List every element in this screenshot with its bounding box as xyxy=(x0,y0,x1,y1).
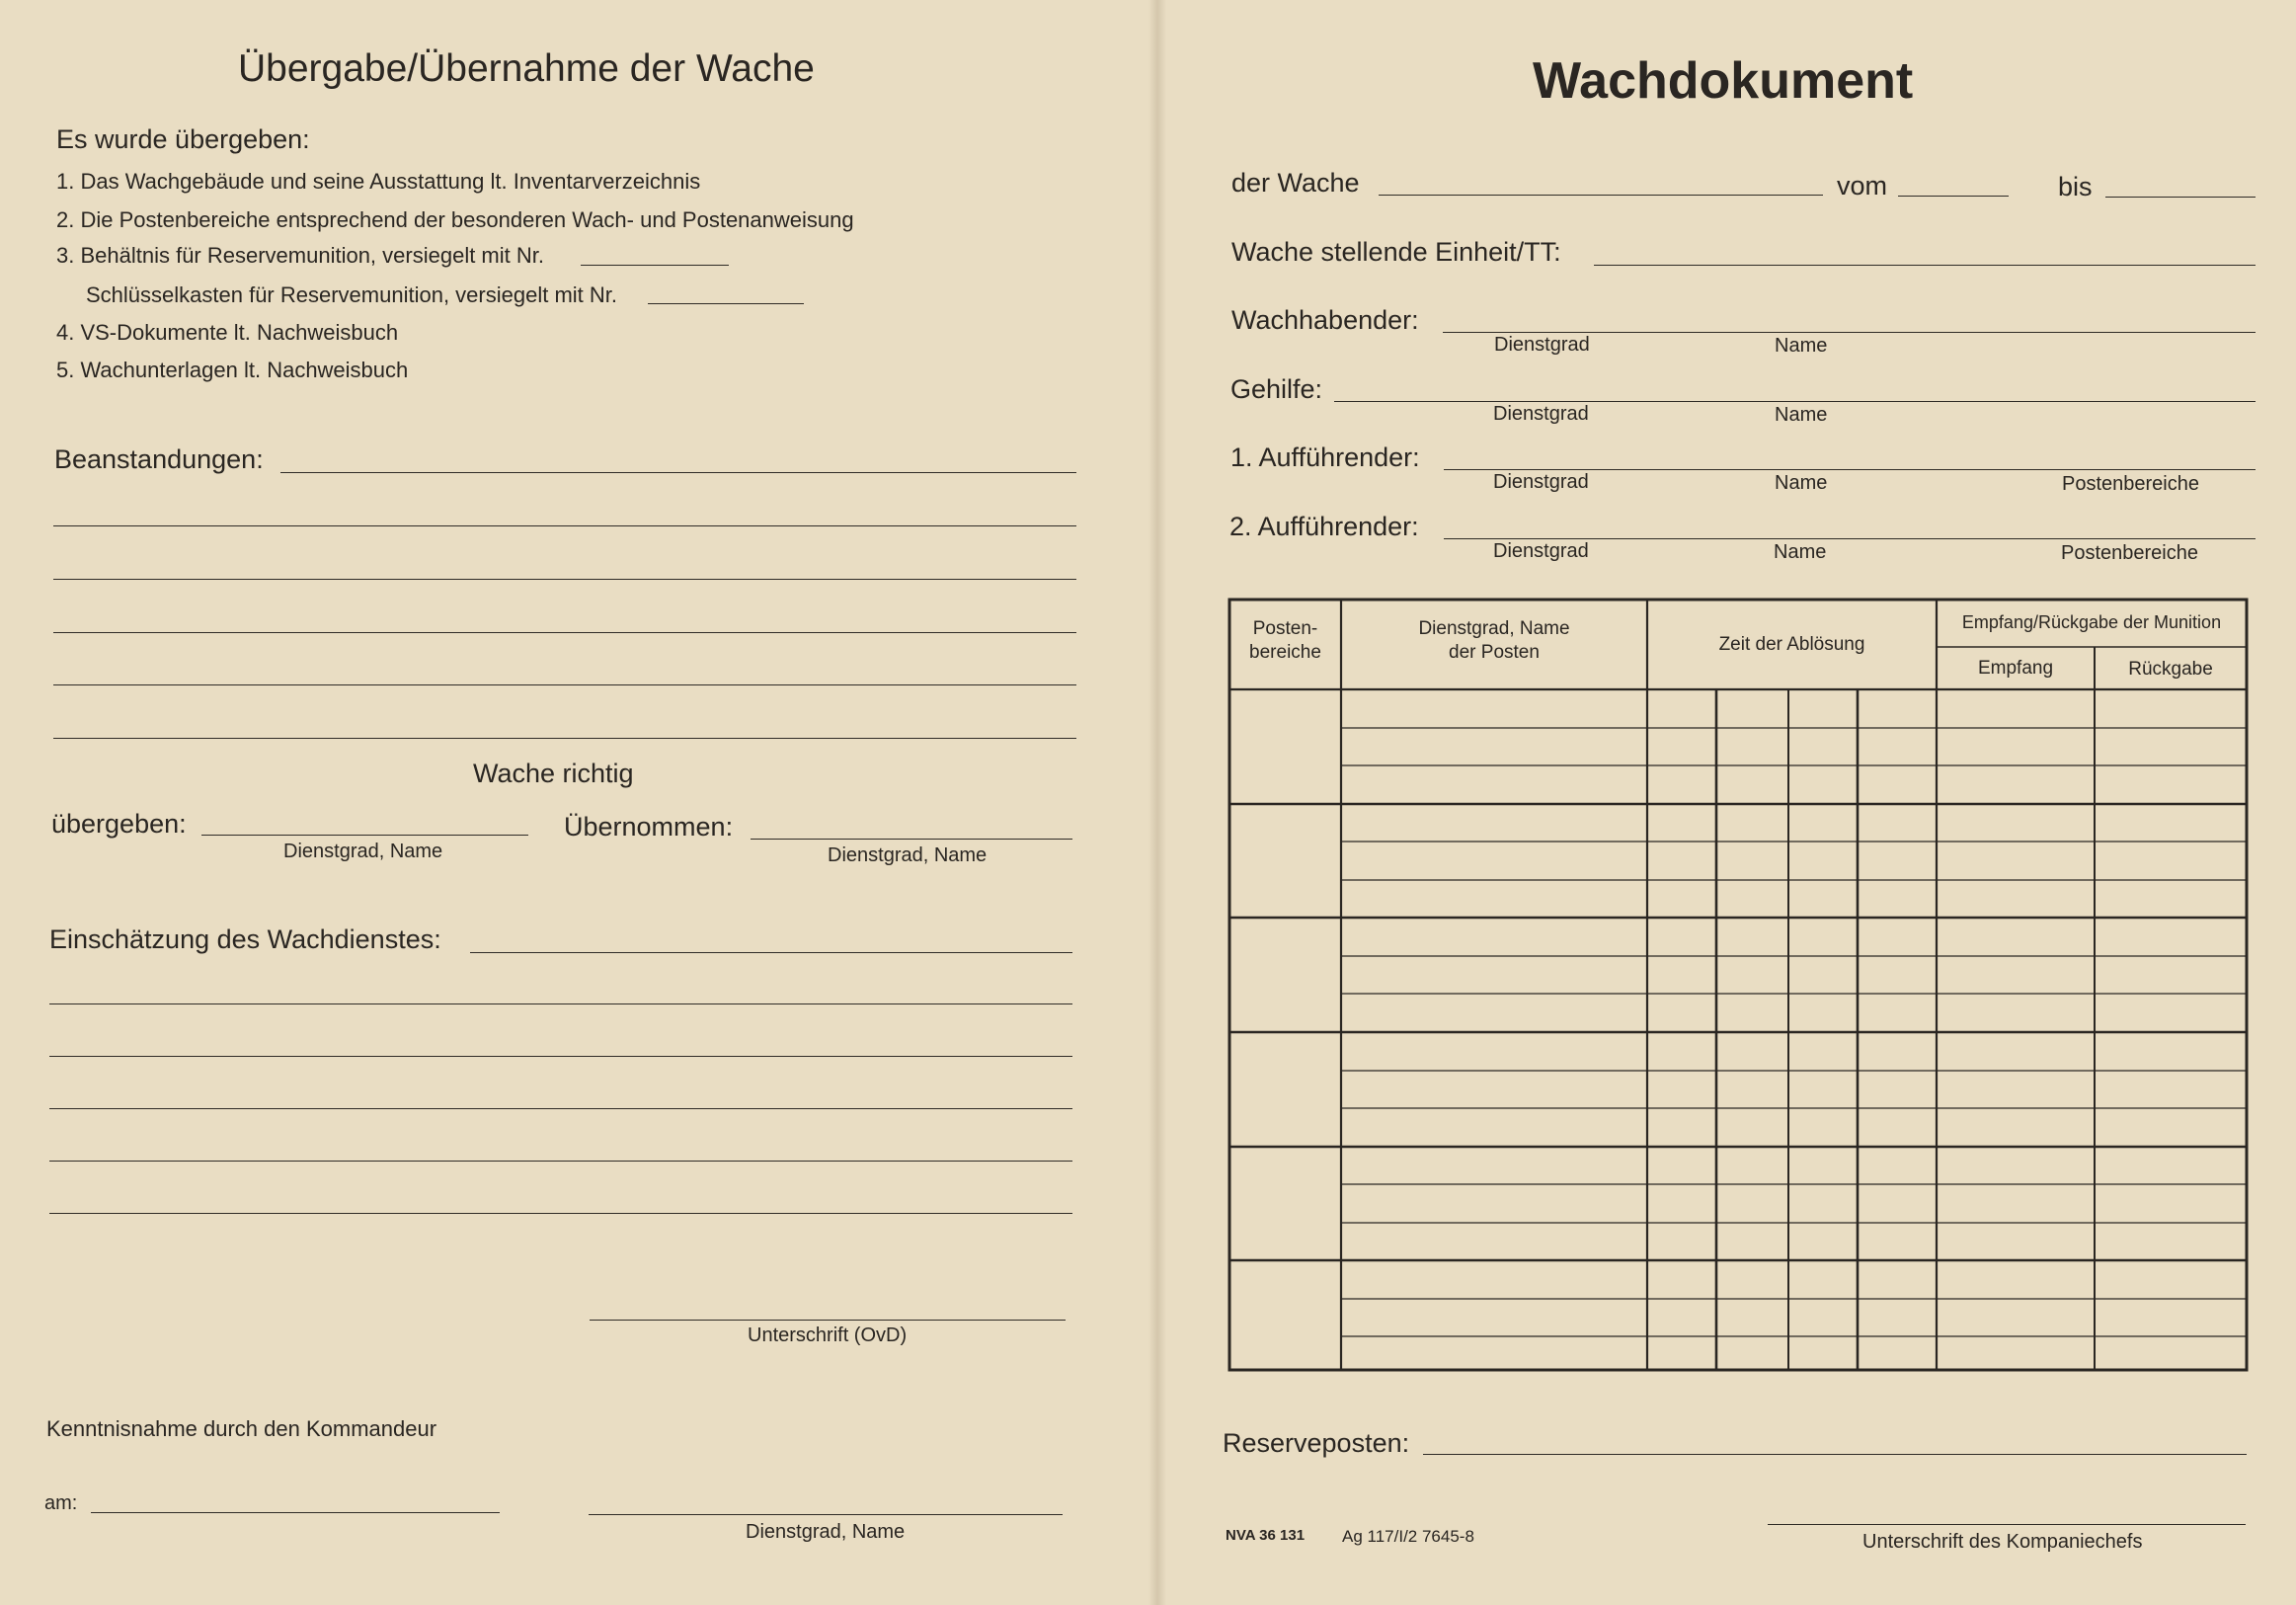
handover-item-1: 1. Das Wachgebäude und seine Ausstattung lt. Inventarverzeichnis xyxy=(56,169,701,194)
unit-label: Wache stellende Einheit/TT: xyxy=(1231,237,1561,267)
col-header-posts: Posten- bereiche xyxy=(1249,618,1321,663)
guard-table-grid xyxy=(1226,598,2251,1375)
taken-over-label: Übernommen: xyxy=(564,812,734,842)
handed-over-rank-name: Dienstgrad, Name xyxy=(283,841,443,862)
assistant-rank-caption: Dienstgrad xyxy=(1493,403,1589,425)
leader2-rank-caption: Dienstgrad xyxy=(1493,540,1589,562)
complaints-line-3 xyxy=(53,579,1076,580)
handover-item-2: 2. Die Postenbereiche entsprechend der besonderen Wach- und Postenanweisung xyxy=(56,207,854,232)
right-page-title: Wachdokument xyxy=(1533,52,1914,110)
col-header-return: Rückgabe xyxy=(2128,659,2213,680)
complaints-line-5 xyxy=(53,684,1076,685)
assessment-line-1 xyxy=(470,952,1072,953)
leader1-label: 1. Aufführender: xyxy=(1230,442,1420,472)
leader2-name-caption: Name xyxy=(1774,541,1827,563)
print-code: Ag 117/I/2 7645-8 xyxy=(1342,1527,1474,1546)
commander-signature-line xyxy=(589,1514,1063,1515)
handover-item-3b: Schlüsselkasten für Reservemunition, versiegelt mit Nr. xyxy=(86,282,617,307)
to-date-line xyxy=(2105,197,2256,198)
assessment-line-6 xyxy=(49,1213,1072,1214)
leader1-post-caption: Postenbereiche xyxy=(2062,473,2199,495)
company-signature-caption: Unterschrift des Kompaniechefs xyxy=(1862,1531,2143,1553)
assessment-line-5 xyxy=(49,1161,1072,1162)
commander-name-caption: Name xyxy=(1775,335,1828,357)
leader1-rank-caption: Dienstgrad xyxy=(1493,471,1589,493)
col-header-ammo: Empfang/Rückgabe der Munition xyxy=(1961,612,2222,632)
form-number: NVA 36 131 xyxy=(1226,1527,1306,1544)
unit-line xyxy=(1594,265,2256,266)
left-page-title: Übergabe/Übernahme der Wache xyxy=(238,47,815,90)
leader1-name-caption: Name xyxy=(1775,472,1828,494)
col-header-receive: Empfang xyxy=(1977,658,2054,679)
handed-over-label: übergeben: xyxy=(51,809,187,839)
complaints-line-4 xyxy=(53,632,1076,633)
assistant-name-caption: Name xyxy=(1775,404,1828,426)
assistant-line xyxy=(1334,401,2256,402)
complaints-label: Beanstandungen: xyxy=(54,444,264,474)
commander-note: Kenntnisnahme durch den Kommandeur xyxy=(46,1416,437,1441)
ovd-signature-line xyxy=(590,1320,1066,1321)
col-header-time: Zeit der Ablösung xyxy=(1718,634,1865,655)
leader2-label: 2. Aufführender: xyxy=(1229,512,1419,541)
reserve-line xyxy=(1423,1454,2247,1455)
complaints-line-2 xyxy=(53,525,1076,526)
guard-of-line xyxy=(1379,195,1823,196)
leader1-line xyxy=(1444,469,2256,470)
from-label: vom xyxy=(1837,171,1888,201)
assessment-line-3 xyxy=(49,1056,1072,1057)
handover-intro: Es wurde übergeben: xyxy=(56,124,310,154)
guard-table xyxy=(1226,598,2251,1375)
taken-over-line xyxy=(751,839,1072,840)
handed-over-line xyxy=(201,835,528,836)
commander-label: Wachhabender: xyxy=(1231,305,1419,335)
col-header-rank-name: Dienstgrad, Name der Posten xyxy=(1418,618,1570,663)
from-date-line xyxy=(1898,196,2009,197)
on-date-label: am: xyxy=(44,1492,78,1514)
company-signature-line xyxy=(1768,1524,2246,1525)
leader2-post-caption: Postenbereiche xyxy=(2061,542,2198,564)
page-fold xyxy=(1148,0,1166,1605)
assistant-label: Gehilfe: xyxy=(1230,374,1323,404)
assessment-line-2 xyxy=(49,1003,1072,1004)
complaints-line-6 xyxy=(53,738,1076,739)
commander-line xyxy=(1443,332,2256,333)
handover-item-5: 5. Wachunterlagen lt. Nachweisbuch xyxy=(56,358,409,382)
seal-number-line-2 xyxy=(648,303,804,304)
seal-number-line-1 xyxy=(581,265,729,266)
assessment-line-4 xyxy=(49,1108,1072,1109)
handover-heading: Wache richtig xyxy=(473,759,634,788)
taken-over-rank-name: Dienstgrad, Name xyxy=(828,844,988,866)
handover-item-3: 3. Behältnis für Reservemunition, versiegelt mit Nr. xyxy=(56,243,544,268)
assessment-label: Einschätzung des Wachdienstes: xyxy=(49,924,441,954)
leader2-line xyxy=(1444,538,2256,539)
on-date-line xyxy=(91,1512,500,1513)
to-label: bis xyxy=(2058,172,2093,201)
commander-rank-caption: Dienstgrad xyxy=(1494,334,1590,356)
guard-of-label: der Wache xyxy=(1231,168,1360,198)
complaints-line-1 xyxy=(280,472,1076,473)
handover-item-4: 4. VS-Dokumente lt. Nachweisbuch xyxy=(56,320,399,345)
reserve-label: Reserveposten: xyxy=(1223,1428,1410,1458)
commander-rank-name: Dienstgrad, Name xyxy=(746,1521,906,1543)
ovd-signature-caption: Unterschrift (OvD) xyxy=(748,1324,908,1346)
